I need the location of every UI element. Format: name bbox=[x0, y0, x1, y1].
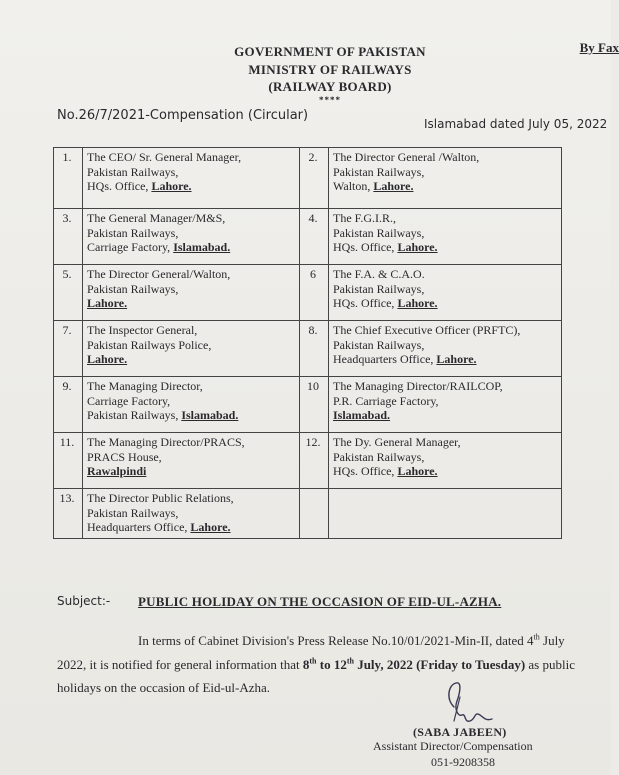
addressee-table bbox=[53, 147, 562, 539]
addressee-number: 8. bbox=[300, 321, 329, 377]
addressee-office: Headquarters Office, bbox=[87, 520, 191, 534]
addressee-line: Pakistan Railways Police, bbox=[87, 337, 212, 352]
addressee-number: 2. bbox=[300, 148, 329, 209]
addressee-cell bbox=[329, 377, 562, 433]
addressee-line: The CEO/ Sr. General Manager, bbox=[87, 150, 242, 164]
addressee-cell bbox=[83, 265, 300, 321]
addressee-office: HQs. Office, bbox=[333, 296, 398, 310]
subject-label: Subject:- bbox=[57, 594, 111, 608]
addressee-line: The Managing Director/RAILCOP, bbox=[333, 379, 503, 393]
addressee-cell bbox=[329, 321, 562, 377]
by-fax-label: By Fax bbox=[579, 40, 619, 55]
addressee-line bbox=[333, 179, 557, 194]
addressee-line: PRACS House, bbox=[87, 449, 162, 464]
addressee-city: Lahore. bbox=[436, 352, 477, 366]
addressee-number: 9. bbox=[54, 377, 83, 433]
govt-heading: GOVERNMENT OF PAKISTAN bbox=[234, 44, 426, 59]
addressee-city: Lahore. bbox=[87, 352, 128, 366]
addressee-city: Lahore. bbox=[397, 464, 438, 478]
addressee-cell bbox=[83, 321, 300, 377]
addressee-row bbox=[54, 148, 562, 209]
addressee-line: The General Manager/M&S, bbox=[87, 211, 226, 225]
subject-text: PUBLIC HOLIDAY ON THE OCCASION OF EID-UL-AZHA. bbox=[138, 594, 502, 609]
addressee-city: Islamabad. bbox=[173, 240, 231, 254]
addressee-line bbox=[333, 296, 557, 311]
addressee-office: Carriage Factory, bbox=[87, 240, 174, 254]
addressee-line bbox=[87, 464, 295, 479]
addressee-cell bbox=[83, 489, 300, 539]
addressee-city: Islamabad. bbox=[333, 408, 391, 422]
addressee-line: The F.A. & C.A.O. bbox=[333, 267, 425, 281]
addressee-line: The Managing Director/PRACS, bbox=[87, 435, 245, 449]
addressee-line: Pakistan Railways, bbox=[333, 164, 425, 179]
addressee-office: Pakistan Railways, bbox=[87, 408, 182, 422]
addressee-line: The Dy. General Manager, bbox=[333, 435, 461, 449]
addressee-number: 3. bbox=[54, 209, 83, 265]
addressee-line: Pakistan Railways, bbox=[87, 225, 179, 240]
addressee-line bbox=[87, 296, 295, 311]
addressee-cell bbox=[329, 265, 562, 321]
addressee-number: 13. bbox=[54, 489, 83, 539]
addressee-line: Pakistan Railways, bbox=[87, 281, 179, 296]
addressee-city: Rawalpindi bbox=[87, 464, 147, 478]
addressee-line: Carriage Factory, bbox=[87, 393, 171, 408]
addressee-office: Headquarters Office, bbox=[333, 352, 437, 366]
addressee-line bbox=[87, 520, 295, 535]
addressee-line bbox=[333, 240, 557, 255]
addressee-row bbox=[54, 489, 562, 539]
addressee-number: 1. bbox=[54, 148, 83, 209]
addressee-cell bbox=[83, 209, 300, 265]
addressee-cell bbox=[329, 433, 562, 489]
addressee-row bbox=[54, 433, 562, 489]
addressee-office: HQs. Office, bbox=[87, 179, 152, 193]
addressee-number: 6 bbox=[300, 265, 329, 321]
addressee-city: Lahore. bbox=[397, 240, 438, 254]
signatory-phone: 051-9208358 bbox=[431, 755, 495, 769]
signatory-name: (SABA JABEEN) bbox=[413, 725, 507, 739]
addressee-row bbox=[54, 265, 562, 321]
reference-number: No.26/7/2021-Compensation (Circular) bbox=[57, 108, 309, 123]
addressee-line: Pakistan Railways, bbox=[87, 505, 179, 520]
addressee-number: 4. bbox=[300, 209, 329, 265]
addressee-office: HQs. Office, bbox=[333, 240, 398, 254]
addressee-line bbox=[87, 352, 295, 367]
body-line-1: In terms of Cabinet Division's Press Release No.10/01/2021-Min-II, dated 4th July bbox=[138, 632, 565, 648]
addressee-line: The Director General/Walton, bbox=[87, 267, 231, 281]
addressee-cell bbox=[83, 148, 300, 209]
addressee-city: Lahore. bbox=[151, 179, 192, 193]
addressee-row bbox=[54, 377, 562, 433]
addressee-line bbox=[87, 240, 295, 255]
addressee-line bbox=[333, 352, 557, 367]
addressee-number bbox=[300, 489, 329, 539]
addressee-row bbox=[54, 321, 562, 377]
addressee-line: The Inspector General, bbox=[87, 323, 198, 337]
addressee-line: The Director Public Relations, bbox=[87, 491, 234, 505]
issue-date: Islamabad dated July 05, 2022 bbox=[424, 117, 608, 131]
addressee-city: Lahore. bbox=[87, 296, 128, 310]
addressee-city: Lahore. bbox=[373, 179, 414, 193]
addressee-number: 10 bbox=[300, 377, 329, 433]
addressee-city: Lahore. bbox=[190, 520, 231, 534]
addressee-city: Islamabad. bbox=[181, 408, 239, 422]
signatory-designation: Assistant Director/Compensation bbox=[373, 739, 533, 753]
addressee-line: The Director General /Walton, bbox=[333, 150, 480, 164]
addressee-line: Pakistan Railways, bbox=[333, 449, 425, 464]
addressee-number: 7. bbox=[54, 321, 83, 377]
addressee-line bbox=[333, 464, 557, 479]
addressee-line: The Managing Director, bbox=[87, 379, 203, 393]
addressee-line: Pakistan Railways, bbox=[333, 281, 425, 296]
addressee-line bbox=[333, 408, 557, 423]
body-line-3: holidays on the occasion of Eid-ul-Azha. bbox=[57, 680, 270, 695]
addressee-cell bbox=[329, 489, 562, 539]
addressee-number: 12. bbox=[300, 433, 329, 489]
body-line-2: 2022, it is notified for general information that 8th to 12th July, 2022 (Friday to Tuesday) as public bbox=[57, 656, 575, 672]
addressee-line: Pakistan Railways, bbox=[333, 225, 425, 240]
addressee-office: Walton, bbox=[333, 179, 374, 193]
addressee-line bbox=[87, 408, 295, 423]
addressee-cell bbox=[83, 377, 300, 433]
addressee-city: Lahore. bbox=[397, 296, 438, 310]
addressee-cell bbox=[83, 433, 300, 489]
ministry-heading: MINISTRY OF RAILWAYS bbox=[248, 62, 412, 77]
addressee-number: 11. bbox=[54, 433, 83, 489]
addressee-line: Pakistan Railways, bbox=[333, 337, 425, 352]
addressee-row bbox=[54, 209, 562, 265]
board-heading: (RAILWAY BOARD) bbox=[268, 79, 392, 94]
heading-stars: **** bbox=[319, 95, 341, 105]
addressee-cell bbox=[329, 209, 562, 265]
addressee-line: P.R. Carriage Factory, bbox=[333, 393, 439, 408]
addressee-office: HQs. Office, bbox=[333, 464, 398, 478]
addressee-line: Pakistan Railways, bbox=[87, 164, 179, 179]
addressee-number: 5. bbox=[54, 265, 83, 321]
addressee-line: The F.G.I.R., bbox=[333, 211, 397, 225]
addressee-line: The Chief Executive Officer (PRFTC), bbox=[333, 323, 521, 337]
signature-mark bbox=[440, 677, 500, 729]
addressee-line bbox=[87, 179, 295, 194]
addressee-cell bbox=[329, 148, 562, 209]
